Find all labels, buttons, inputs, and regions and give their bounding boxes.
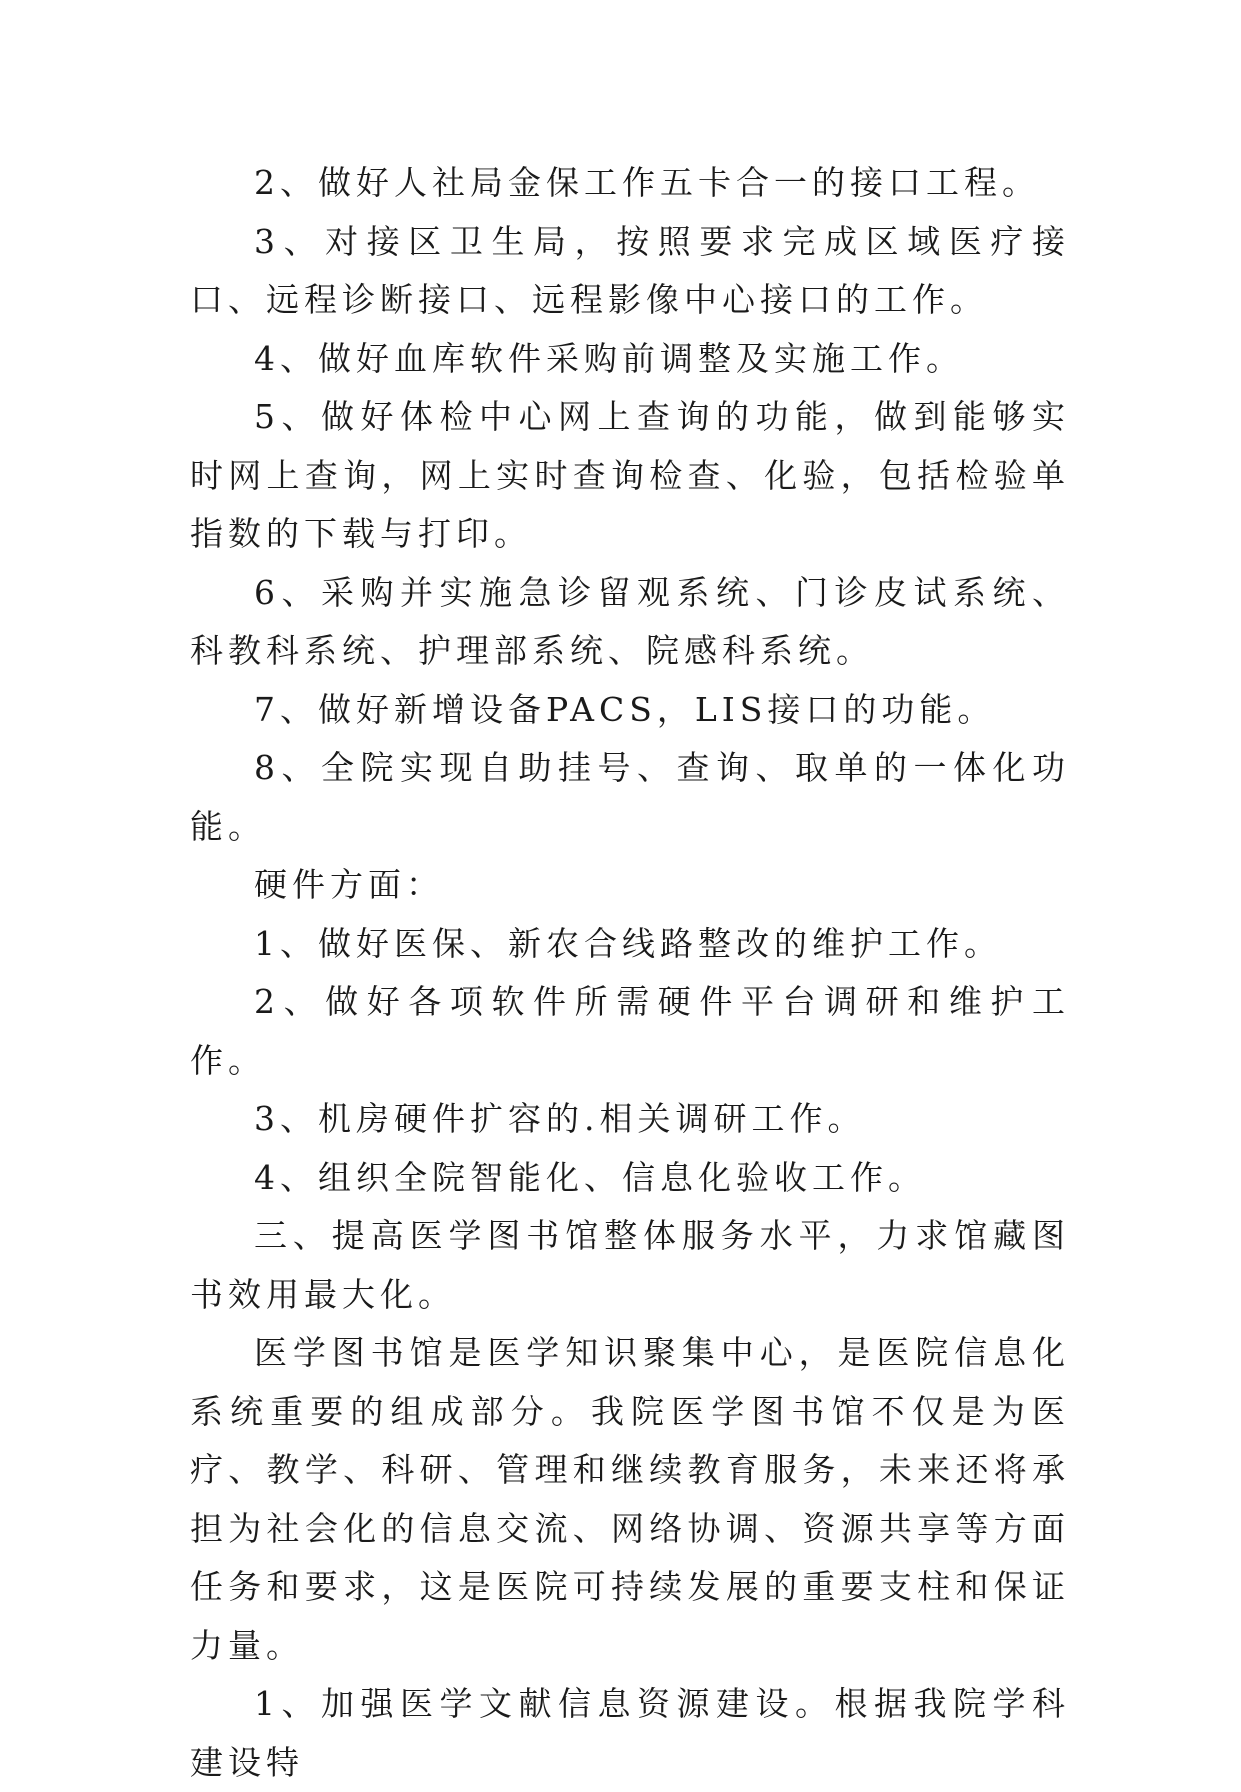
section-heading-library: 三、提高医学图书馆整体服务水平，力求馆藏图书效用最大化。 <box>190 1216 1070 1314</box>
paragraph-software-item-6: 6、采购并实施急诊留观系统、门诊皮试系统、科教科系统、护理部系统、院感科系统。 <box>190 572 1070 670</box>
paragraph-software-item-5: 5、做好体检中心网上查询的功能，做到能够实时网上查询，网上实时查询检查、化验，包括检验单指数的下载与打印。 <box>190 397 1070 553</box>
paragraph-software-item-3: 3、对接区卫生局，按照要求完成区域医疗接口、远程诊断接口、远程影像中心接口的工作。 <box>190 221 1070 319</box>
document-body <box>190 154 1070 1792</box>
paragraph-hardware-item-4: 4、组织全院智能化、信息化验收工作。 <box>254 1157 926 1197</box>
paragraph-library-intro: 医学图书馆是医学知识聚集中心，是医院信息化系统重要的组成部分。我院医学图书馆不仅是为医疗、教学、科研、管理和继续教育服务，未来还将承担为社会化的信息交流、网络协调、资源共享等方面任务和要求，这是医院可持续发展的重要支柱和保证力量。 <box>190 1333 1070 1665</box>
paragraph-hardware-item-2: 2、做好各项软件所需硬件平台调研和维护工作。 <box>190 982 1070 1080</box>
paragraph-software-item-4: 4、做好血库软件采购前调整及实施工作。 <box>254 338 964 378</box>
paragraph-software-item-7: 7、做好新增设备PACS，LIS接口的功能。 <box>254 689 996 729</box>
paragraph-software-item-8: 8、全院实现自助挂号、查询、取单的一体化功能。 <box>190 748 1070 846</box>
section-heading-hardware: 硬件方面： <box>254 865 444 904</box>
paragraph-hardware-item-3: 3、机房硬件扩容的.相关调研工作。 <box>254 1099 866 1138</box>
paragraph-hardware-item-1: 1、做好医保、新农合线路整改的维护工作。 <box>254 923 1002 963</box>
paragraph-library-item-1: 1、加强医学文献信息资源建设。根据我院学科建设特 <box>190 1684 1070 1782</box>
paragraph-software-item-2: 2、做好人社局金保工作五卡合一的接口工程。 <box>254 163 1040 202</box>
